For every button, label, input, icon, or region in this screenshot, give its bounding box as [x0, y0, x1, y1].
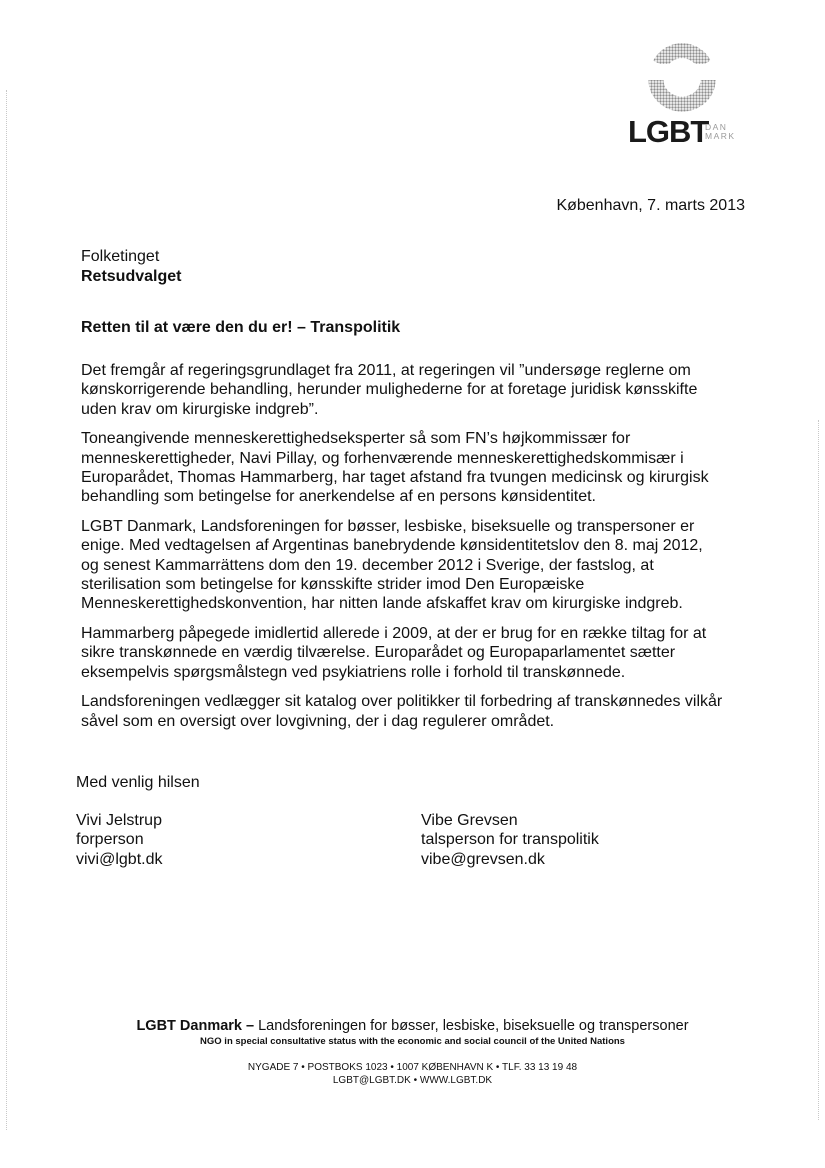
text-line: Hammarberg påpegede imidlertid allerede i 2009, at der er brug for en række tiltag for at: [81, 624, 707, 642]
text-line: såvel som en oversigt over lovgivning, der i dag regulerer området.: [81, 712, 555, 730]
text-line: Europarådet, Thomas Hammarberg, har taget afstand fra tvungen medicinsk og kirurgisk: [81, 469, 709, 487]
paragraph-1: [81, 361, 751, 419]
text-line: behandling som betingelse for anerkendelse af en persons kønsidentitet.: [81, 488, 596, 506]
lgbt-danmark-logo: [620, 40, 760, 150]
closing-greeting: Med venlig hilsen: [76, 774, 200, 791]
signature-name: Vibe Grevsen: [421, 812, 518, 829]
logo-ring-icon: [644, 40, 720, 112]
text-line: Det fremgår af regeringsgrundlaget fra 2011, at regeringen vil ”undersøge reglerne om: [81, 362, 691, 379]
text-line: kønskorrigerende behandling, herunder mulighederne for at foretage juridisk kønsskifte: [81, 381, 698, 399]
signature-title: talsperson for transpolitik: [421, 831, 599, 849]
paragraph-4: [81, 624, 751, 682]
letter-date: København, 7. marts 2013: [556, 197, 745, 214]
text-line: sikre transkønnede en værdig tilværelse. Europarådet og Europaparlamentet sætter: [81, 644, 676, 662]
signature-email: vibe@grevsen.dk: [421, 850, 545, 868]
logo-sub-line1: DAN: [705, 122, 728, 132]
letter-subject: Retten til at være den du er! – Transpolitik: [81, 319, 401, 336]
text-line: menneskerettigheder, Navi Pillay, og forhenværende menneskerettighedskommisær i: [81, 449, 684, 467]
text-line: LGBT Danmark, Landsforeningen for bøsser, lesbiske, biseksuelle og transpersoner er: [81, 517, 695, 535]
footer-address: NYGADE 7 • POSTBOKS 1023 • 1007 KØBENHAVN K • TLF. 33 13 19 48: [247, 1062, 578, 1073]
footer-ngo-status: NGO in special consultative status with the economic and social council of the United Nations: [200, 1036, 625, 1047]
footer-contact: LGBT@LGBT.DK • WWW.LGBT.DK: [332, 1075, 493, 1086]
letter-body: [81, 361, 751, 741]
signature-right: [421, 811, 599, 869]
text-line: og senest Kammarrättens dom den 19. december 2012 i Sverige, der fastslog, at: [81, 556, 654, 574]
recipient-line2: Retsudvalget: [81, 268, 182, 285]
footer-org-name: LGBT Danmark –: [136, 1018, 255, 1034]
logo-sub-line2: MARK: [705, 131, 736, 141]
recipient-block: [81, 247, 181, 287]
paragraph-2: [81, 429, 751, 507]
signature-name: Vivi Jelstrup: [76, 812, 162, 829]
signature-email: vivi@lgbt.dk: [76, 850, 163, 868]
footer-organization: [0, 1018, 825, 1034]
scan-edge-right: [818, 420, 820, 1120]
paragraph-5: [81, 692, 751, 731]
logo-subtext: [705, 123, 736, 141]
text-line: Landsforeningen vedlægger sit katalog over politikker til forbedring af transkønnedes vilkår: [81, 693, 723, 711]
footer-org-description: Landsforeningen for bøsser, lesbiske, biseksuelle og transpersoner: [254, 1018, 689, 1034]
scan-edge-left: [6, 90, 8, 1130]
text-line: enige. Med vedtagelsen af Argentinas banebrydende kønsidentitetslov den 8. maj 2012,: [81, 537, 703, 555]
recipient-line1: Folketinget: [81, 248, 160, 265]
text-line: eksempelvis spørgsmålstegn ved psykiatriens rolle i forhold til transkønnede.: [81, 663, 626, 681]
text-line: Menneskerettighedskonvention, har nitten lande afskaffet krav om kirurgiske indgreb.: [81, 595, 683, 613]
signature-title: forperson: [76, 831, 144, 849]
signature-left: [76, 811, 163, 869]
text-line: uden krav om kirurgiske indgreb”.: [81, 400, 319, 418]
text-line: sterilisation som betingelse for kønsskifte strider imod Den Europæiske: [81, 576, 585, 594]
text-line: Toneangivende menneskerettighedseksperter så som FN’s højkommissær for: [81, 430, 631, 448]
logo-wordmark: LGBT: [628, 114, 709, 149]
paragraph-3: [81, 517, 751, 614]
